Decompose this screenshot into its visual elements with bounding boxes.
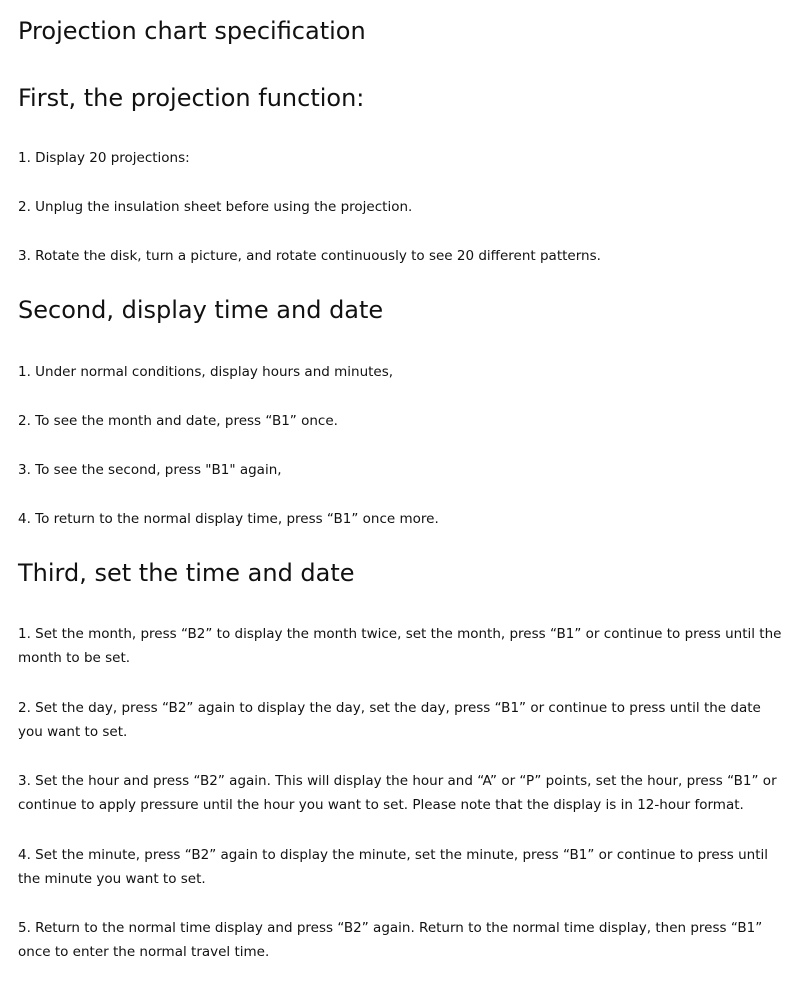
section-heading-projection: First, the projection function: <box>18 84 365 112</box>
page-title: Projection chart specification <box>18 17 366 45</box>
list-item: 4. To return to the normal display time, press “B1” once more. <box>18 511 439 527</box>
list-item: 2. Unplug the insulation sheet before using the projection. <box>18 199 413 215</box>
list-item: 5. Return to the normal time display and press “B2” again. Return to the normal time display, then press “B1” once to enter the normal travel time. <box>18 920 763 960</box>
list-item: 4. Set the minute, press “B2” again to display the minute, set the minute, press “B1” or continue to press until the minute you want to set. <box>18 847 768 887</box>
list-item: 3. To see the second, press "B1" again, <box>18 462 282 478</box>
list-item: 3. Rotate the disk, turn a picture, and rotate continuously to see 20 different patterns. <box>18 248 601 264</box>
list-item: 1. Under normal conditions, display hours and minutes, <box>18 364 394 380</box>
list-item: 2. To see the month and date, press “B1” once. <box>18 413 338 429</box>
list-item: 2. Set the day, press “B2” again to display the day, set the day, press “B1” or continue to press until the date you want to set. <box>18 700 761 740</box>
section-heading-display-time: Second, display time and date <box>18 296 384 324</box>
list-item: 1. Set the month, press “B2” to display the month twice, set the month, press “B1” or continue to press until the month to be set. <box>18 626 782 666</box>
list-item: 3. Set the hour and press “B2” again. This will display the hour and “A” or “P” points, set the hour, press “B1” or continue to apply pressure until the hour you want to set. Please note that the display is in 12-hour format. <box>18 773 777 813</box>
list-item: 1. Display 20 projections: <box>18 150 190 166</box>
section-heading-set-time: Third, set the time and date <box>18 559 355 587</box>
